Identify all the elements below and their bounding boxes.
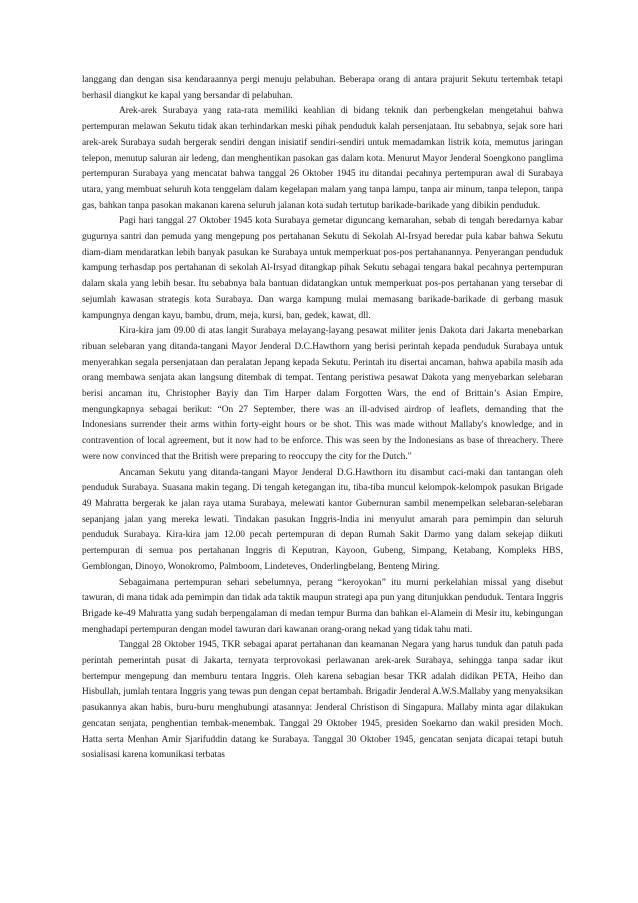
paragraph-4: Kira-kira jam 09.00 di atas langit Surabaya melayang-layang pesawat militer jenis Dakota dari Jakarta menebarkan ribuan selebaran yang ditanda-tangani Mayor Jenderal D.C.Hawthorn yang berisi perintah kepada penduduk Surabaya untuk menyerahkan segala persenjataan dan peralatan Jepang kepada Sekutu. Perintah itu disertai ancaman, bahwa apabila masih ada orang membawa senjata akan langsung ditembak di tempat. Tentang peristiwa pesawat Dakota yang menyebarkan selebaran berisi ancaman itu, Christopher Bayiy dan Tim Harper dalam Forgotten Wars, the end of Brittain’s Asian Empire, mengungkapnya sebagai berikut: “On 27 September, there was an ill-advised airdrop of leaflets, demanding that the Indonesians surrender their arms within forty-eight hours or be shot. This was made without Mallaby's knowledge, and in contravention of local agreement, but it now had to be enforce. This was seen by the Indonesians as base of threachery. There were now convinced that the British were preparing to reoccupy the city for the Dutch." <box>82 326 563 462</box>
paragraph-3: Pagi hari tanggal 27 Oktober 1945 kota Surabaya gemetar diguncang kemarahan, sebab di tengah beredarnya kabar gugurnya santri dan pemuda yang mengepung pos pertahanan Sekutu di Sekolah Al-Irsyad beredar pula kabar bahwa Sekutu diam-diam mendaratkan lebih banyak pasukan ke Surabaya untuk memperkuat pos-pos pertahanannya. Penyerangan penduduk kampung terhasdap pos pertahanan di sekolah Al-Irsyad ditangkap pihak Sekutu sebagai tengara bakal pecahnya pertempuran dalam skala yang lebih besar. Itu sebabnya bala bantuan didatangkan untuk memperkuat pos-pos pertahanan yang tersebar di sejumlah kawasan strategis kota Surabaya. Dan warga kampung mulai memasang barikade-barikade di gerbang masuk kampungnya dengan kayu, bambu, drum, meja, kursi, ban, gedek, kawat, dll. <box>82 216 563 321</box>
paragraph-1: langgang dan dengan sisa kendaraannya pergi menuju pelabuhan. Beberapa orang di antara prajurit Sekutu tertembak tetapi berhasil diangkut ke kapal yang bersandar di pelabuhan. <box>82 75 563 101</box>
paragraph-2: Arek-arek Surabaya yang rata-rata memiliki keahlian di bidang teknik dan perbengkelan mengetahui bahwa pertempuran melawan Sekutu tidak akan terhindarkan meski pihak penduduk kalah persenjataan. Itu sebabnya, sejak sore hari arek-arek Surabaya sudah bergerak sendiri dengan inisiatif sendiri-sendiri untuk memadamkan listrik kota, memutus jaringan telepon, menutup saluran air ledeng, dan menghentikan pasokan gas dalam kota. Menurut Mayor Jenderal Soengkono panglima pertempuran Surabaya yang mencatat bahwa tanggal 26 Oktober 1945 itu ditandai pecahnya pertempuran awal di Surabaya utara, yang membuat seluruh kota tenggelam dalam kegelapan malam yang tanpa lampu, tanpa air minum, tanpa telepon, tanpa gas, bahkan tanpa pasokan makanan karena seluruh jalanan kota sudah tertutup barikade-barikade yang dibikin penduduk. <box>82 106 563 211</box>
paragraph-6: Sebagaimana pertempuran sehari sebelumnya, perang “keroyokan” itu murni perkelahian missal yang disebut tawuran, di mana tidak ada pemimpin dan tidak ada taktik maupun strategi apa pun yang ditunjukkan penduduk. Tentara Inggris Brigade ke-49 Mahratta yang sudah berpengalaman di medan tempur Burma dan bahkan el-Alamein di Mesir itu, kebingungan menghadapi pertempuran dengan model tawuran dari kawanan orang-orang nekad yang tidak tahu mati. <box>82 577 563 635</box>
document-page <box>82 73 563 764</box>
paragraph-7: Tanggal 28 Oktober 1945, TKR sebagai aparat pertahanan dan keamanan Negara yang harus tunduk dan patuh pada perintah pemerintah pusat di Jakarta, ternyata terprovokasi perlawanan arek-arek Surabaya, sehingga tanpa sadar ikut bertempur mengepung dan memburu tentara Inggris. Oleh karena sebagian besar TKR adalah didikan PETA, Heiho dan Hisbullah, jumlah tentara Inggris yang tewas pun dengan cepat bertambah. Brigadir Jenderal A.W.S.Mallaby yang menyaksikan pasukannya akan habis, buru-buru menghubungi atasannya: Jenderal Christison di Singapura. Mallaby minta agar dilakukan gencatan senjata, penghentian tembak-menembak. Tanggal 29 Oktober 1945, presiden Soekarno dan wakil presiden Moch. Hatta serta Menhan Amir Sjarifuddin datang ke Surabaya. Tanggal 30 Oktober 1945, gencatan senjata dicapai tetapi butuh sosialisasi karena komunikasi terbatas <box>82 640 563 761</box>
paragraph-5: Ancaman Sekutu yang ditanda-tangani Mayor Jenderal D.G.Hawthorn itu disambut caci-maki dan tantangan oleh penduduk Surabaya. Suasana makin tegang. Di tengah ketegangan itu, tiba-tiba muncul kelompok-kelompok pasukan Brigade 49 Mahratta bergerak ke jalan raya utama Surabaya, melewati kantor Gubernuran sambil menempelkan selebaran-selebaran sepanjang jalan yang mereka lewati. Tindakan pasukan Inggris-India ini menyulut amarah para pemimpin dan seluruh penduduk Surabaya. Kira-kira jam 12.00 pecah pertempuran di depan Rumah Sakit Darmo yang dalam sekejap diikuti pertempuran di semua pos pertahanan Inggris di Keputran, Kayoon, Gubeng, Simpang, Ketabang, Kompleks HBS, Gemblongan, Dinoyo, Wonokromo, Palmboom, Lindeteves, Onderlingbelang, Benteng Miring. <box>82 467 563 572</box>
